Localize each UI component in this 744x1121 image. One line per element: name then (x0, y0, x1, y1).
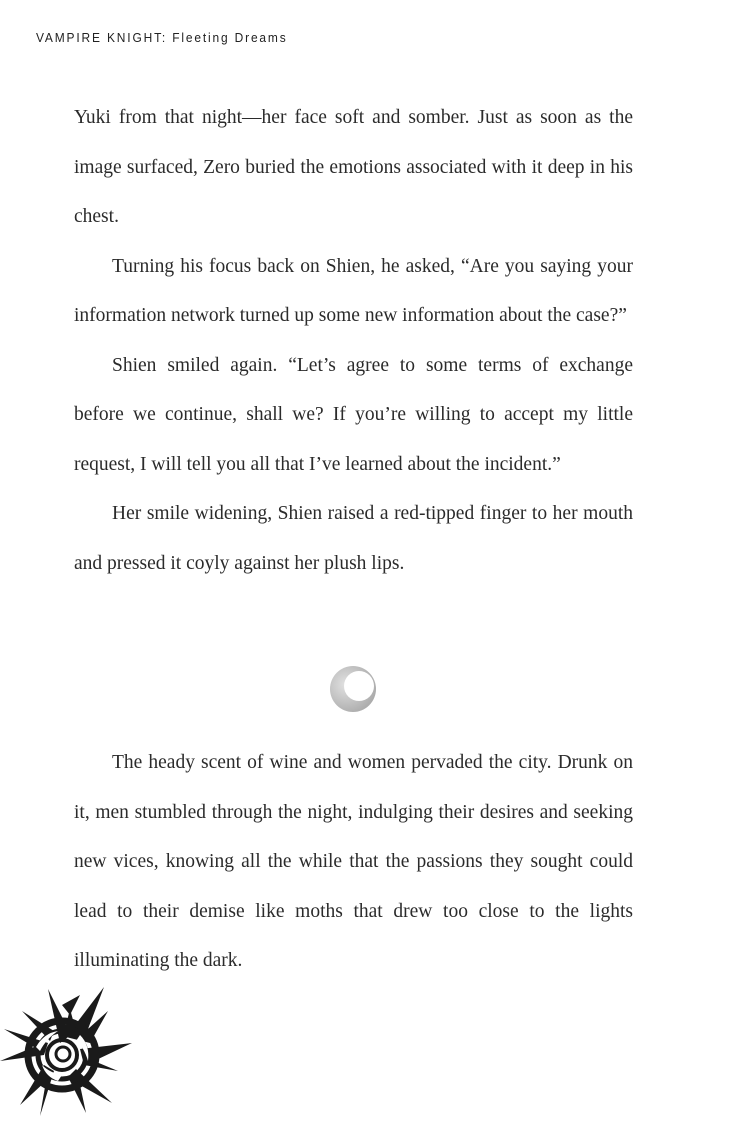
paragraph: Her smile widening, Shien raised a red-tipped finger to her mouth and pressed it coyly against her plush lips. (74, 503, 633, 574)
paragraph: Yuki from that night—her face soft and somber. Just as soon as the image surfaced, Zero buried the emotions associated with it deep in his chest. (74, 107, 633, 227)
text-section-1 (74, 93, 633, 588)
running-header: VAMPIRE KNIGHT: Fleeting Dreams (36, 30, 288, 45)
crescent-moon-icon (328, 664, 378, 714)
paragraph: Shien smiled again. “Let’s agree to some terms of exchange before we continue, shall we? If you’re willing to accept my little request, I will tell you all that I’ve learned about the incident.” (74, 354, 633, 475)
paragraph: Turning his focus back on Shien, he asked, “Are you saying your information network turned up some new information about the case?” (74, 255, 633, 326)
rose-ornament-icon (0, 985, 140, 1116)
text-section-2 (74, 738, 633, 986)
paragraph: The heady scent of wine and women pervaded the city. Drunk on it, men stumbled through the night, indulging their desires and seeking new vices, knowing all the while that the passions they sought could lead to their demise like moths that drew too close to the lights illuminating the dark. (74, 752, 633, 971)
